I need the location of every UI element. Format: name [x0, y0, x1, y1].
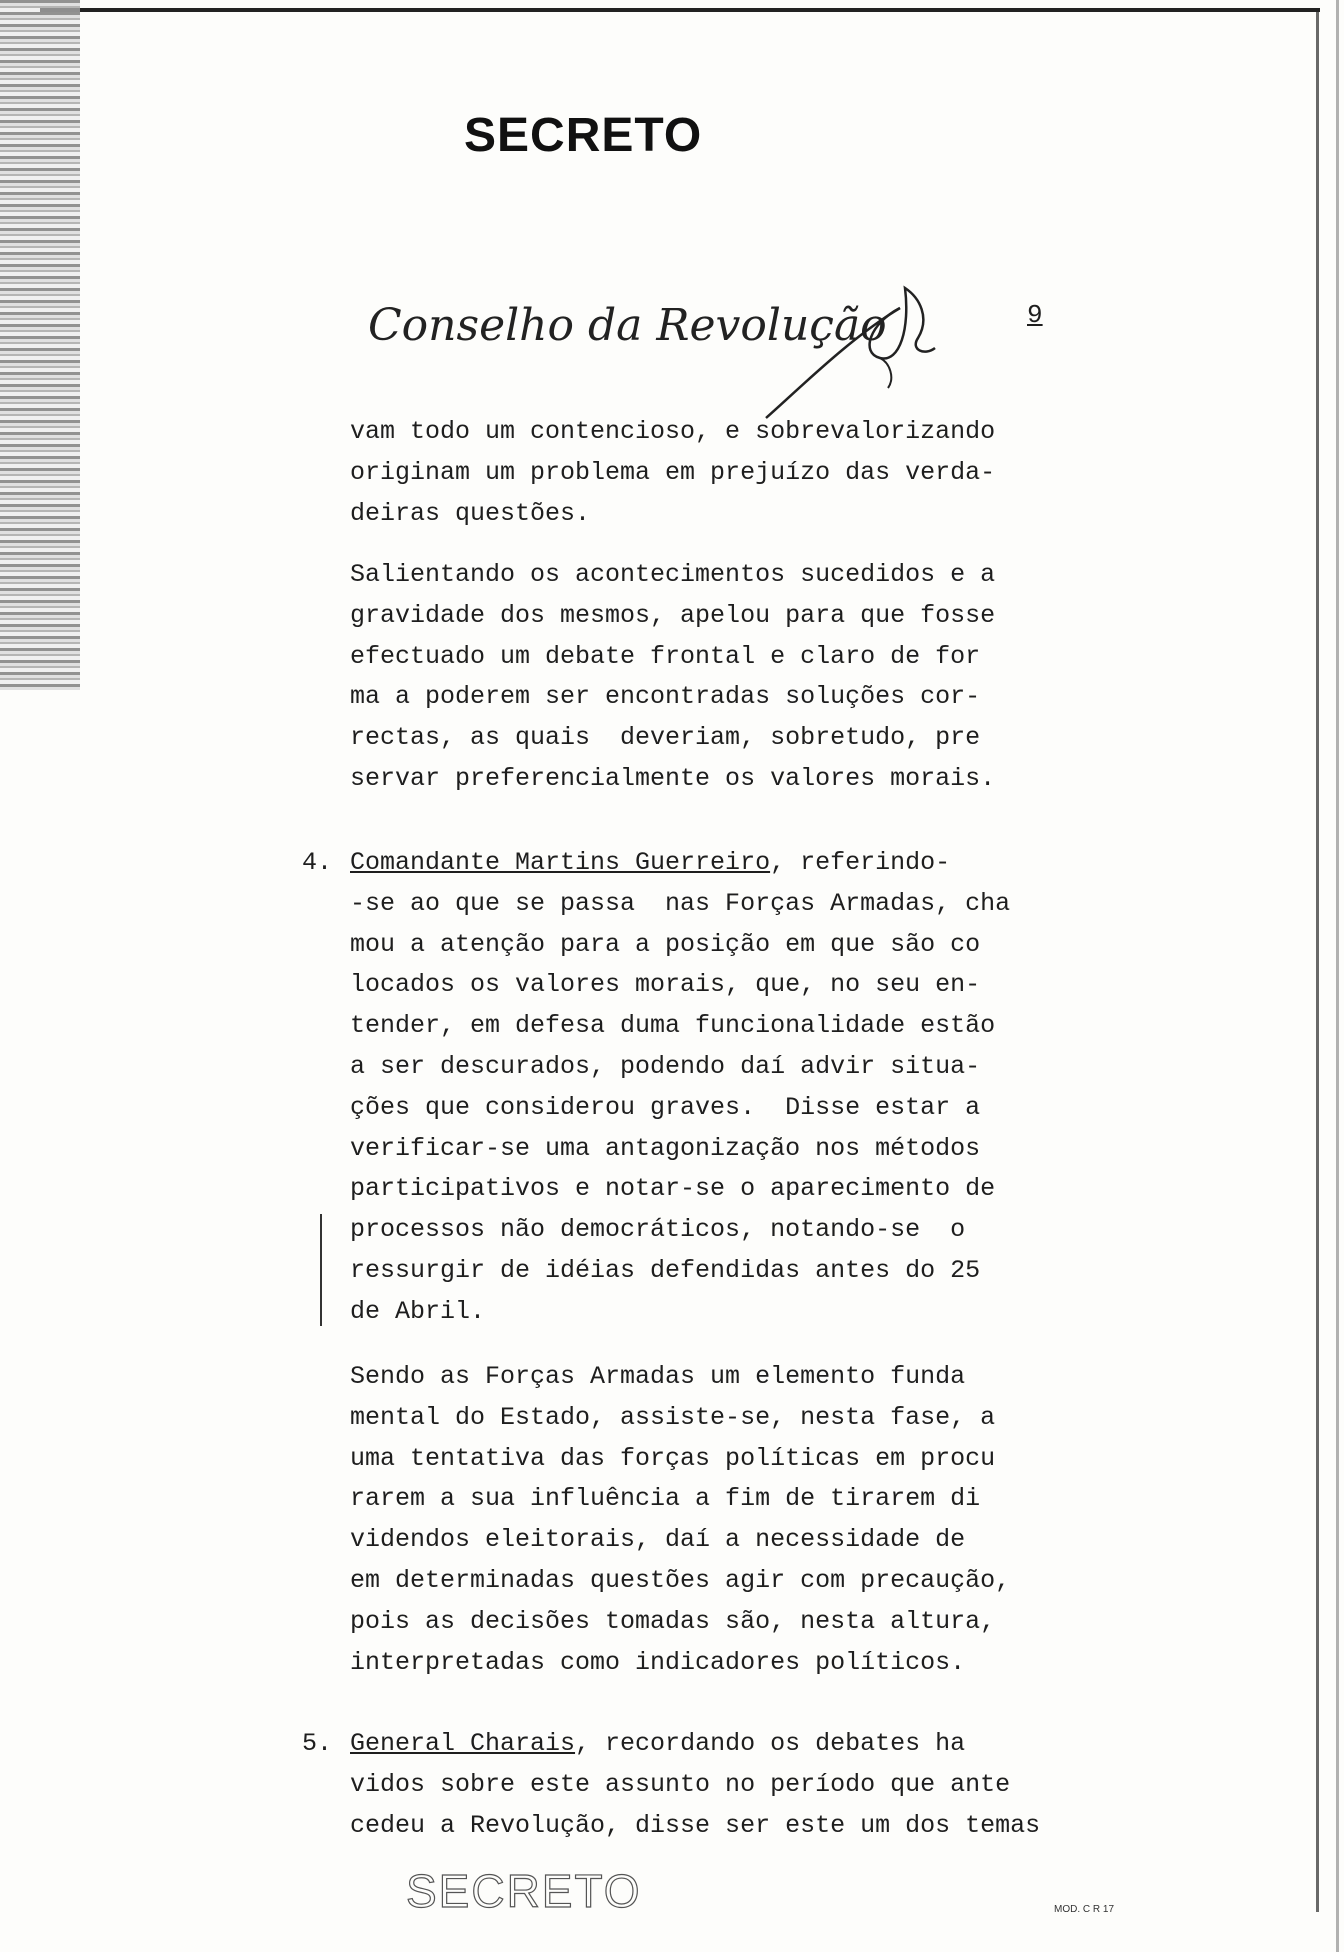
- text-line: videndos eleitorais, daí a necessidade de: [350, 1525, 966, 1555]
- text-line: tender, em defesa duma funcionalidade estão: [350, 1011, 996, 1041]
- form-code: MOD. C R 17: [1054, 1904, 1115, 1915]
- text-line: verificar-se uma antagonização nos métodos: [350, 1133, 981, 1163]
- item-5-first-line: [302, 1724, 1110, 1765]
- text-line: servar preferencialmente os valores morais.: [350, 763, 996, 793]
- scan-right-edge: [1336, 0, 1339, 1952]
- scan-right-border: [1316, 12, 1319, 1912]
- text-line: locados os valores morais, que, no seu en-: [350, 970, 981, 1000]
- text-line: gravidade dos mesmos, apelou para que fosse: [350, 600, 996, 630]
- text-line: -se ao que se passa nas Forças Armadas, cha: [350, 888, 1011, 918]
- item-number: 5.: [302, 1729, 333, 1758]
- text-line: mou a atenção para a posição em que são co: [350, 929, 981, 959]
- text-line: em determinadas questões agir com precaução,: [350, 1565, 1011, 1595]
- text-line: participativos e notar-se o aparecimento de: [350, 1174, 996, 1204]
- classification-stamp-top: SECRETO: [464, 109, 703, 162]
- item-5: [302, 1724, 1110, 1846]
- text-line: mental do Estado, assiste-se, nesta fase, a: [350, 1402, 996, 1432]
- item-4: [302, 843, 1110, 1333]
- item-number: 4.: [302, 848, 333, 877]
- text-fragment: , recordando os debates ha: [575, 1729, 966, 1758]
- text-line: efectuado um debate frontal e claro de for: [350, 641, 981, 671]
- text-line: pois as decisões tomadas são, nesta altura,: [350, 1606, 996, 1636]
- text-line: Sendo as Forças Armadas um elemento funda: [350, 1362, 966, 1391]
- scan-edge-noise: [0, 0, 80, 690]
- text-line: ressurgir de idéias defendidas antes do 25: [350, 1255, 981, 1285]
- text-line: Salientando os acontecimentos sucedidos e a: [350, 560, 996, 589]
- speaker-name: Comandante Martins Guerreiro: [350, 848, 771, 877]
- text-line: cedeu a Revolução, disse ser este um dos temas: [350, 1810, 1041, 1840]
- paragraph-salientando: [350, 555, 1110, 800]
- signature-initials: [760, 268, 990, 428]
- scan-top-border: [40, 8, 1320, 12]
- text-line: rarem a sua influência a fim de tirarem di: [350, 1484, 981, 1514]
- speaker-name: General Charais: [350, 1729, 576, 1758]
- text-fragment: , referindo-: [770, 848, 951, 877]
- text-line: rectas, as quais deveriam, sobretudo, pre: [350, 723, 981, 753]
- paragraph-sendo: [350, 1357, 1110, 1683]
- classification-stamp-bottom: SECRETO: [406, 1865, 642, 1917]
- continuation-paragraph: [350, 412, 1110, 534]
- text-line: originam um problema em prejuízo das verda-: [350, 457, 996, 487]
- text-line: a ser descurados, podendo daí advir situa-: [350, 1051, 981, 1081]
- text-line: deiras questões.: [350, 498, 591, 528]
- text-line: ma a poderem ser encontradas soluções cor-: [350, 682, 981, 712]
- item-4-first-line: [302, 843, 1110, 884]
- letterhead: Conselho da Revolução: [368, 300, 887, 351]
- text-line: uma tentativa das forças políticas em procu: [350, 1443, 996, 1473]
- text-line: vidos sobre este assunto no período que ante: [350, 1769, 1011, 1799]
- text-line: processos não democráticos, notando-se o: [350, 1215, 966, 1245]
- text-line: de Abril.: [350, 1296, 486, 1326]
- text-line: vam todo um contencioso, e sobrevalorizando: [350, 417, 996, 446]
- margin-mark: [320, 1214, 322, 1326]
- text-line: interpretadas como indicadores políticos.: [350, 1647, 966, 1677]
- text-line: ções que considerou graves. Disse estar a: [350, 1092, 981, 1122]
- page-number: 9: [1027, 300, 1043, 330]
